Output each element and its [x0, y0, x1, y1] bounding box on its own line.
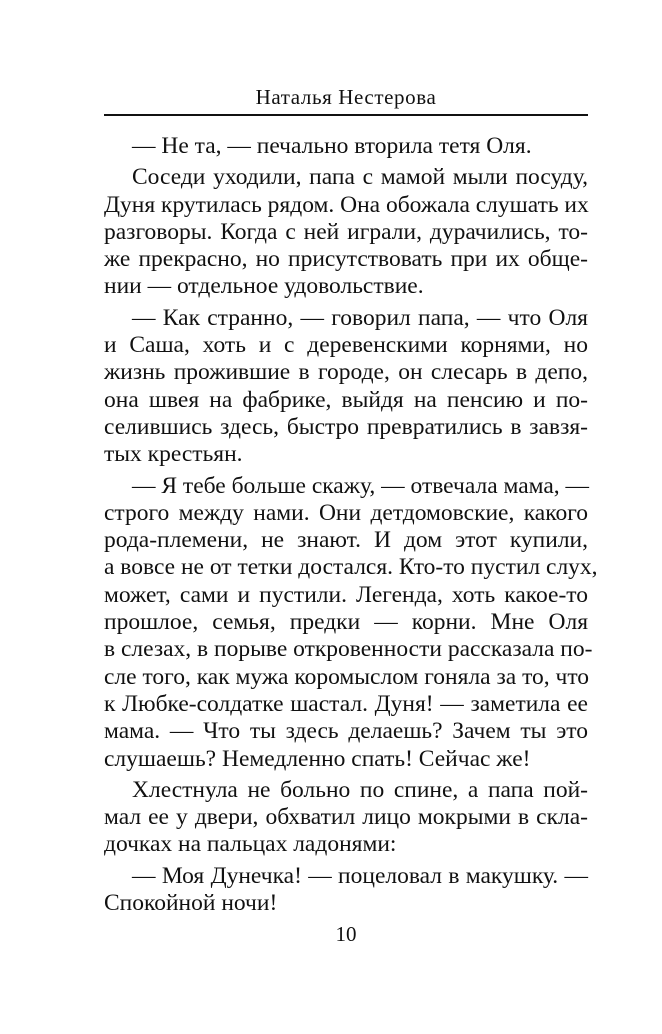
text-line: к Любке-солдатке шастал. Дуня! — заметила ее [104, 690, 588, 717]
text-line: — Не та, — печально вторила тетя Оля. [132, 133, 532, 159]
paragraph [104, 305, 588, 469]
text-line: тых крестьян. [104, 441, 243, 468]
text-line: сле того, как мужа коромыслом гоняла за то, что [104, 663, 590, 690]
text-line: рода-племени, не знают. И дом этот купили, [104, 527, 588, 554]
paragraph [104, 133, 588, 160]
text-line: Соседи уходили, папа с мамой мыли посуду, [132, 164, 588, 191]
header-rule [104, 114, 588, 116]
text-line: Спокойной ночи! [104, 890, 278, 917]
text-line: же прекрасно, но присутствовать при их обще- [104, 246, 588, 273]
paragraph [104, 777, 588, 859]
text-line: прошлое, семья, предки — корни. Мне Оля [104, 609, 588, 636]
text-line: нии — отдельное удовольствие. [104, 273, 424, 300]
paragraph [104, 863, 588, 918]
text-line: мама. — Что ты здесь делаешь? Зачем ты это [104, 718, 588, 745]
text-line: строго между нами. Они детдомовские, какого [104, 499, 588, 526]
text-line: — Я тебе больше скажу, — отвечала мама, — [132, 472, 590, 499]
text-line: она швея на фабрике, выйдя на пенсию и по- [104, 386, 588, 413]
text-line: а вовсе не от тетки достался. Кто-то пустил слух, [104, 554, 598, 581]
text-line: — Моя Дунечка! — поцеловал в макушку. — [132, 862, 588, 889]
page-header: Наталья Нестерова [255, 85, 437, 109]
text-line: и Саша, хоть и с деревенскими корнями, но [104, 332, 588, 359]
text-line: Дуня крутилась рядом. Она обожала слушать их [104, 191, 589, 218]
page-number: 10 [335, 922, 357, 946]
paragraph [104, 164, 588, 300]
text-line: может, сами и пустили. Легенда, хоть какое-то [104, 581, 588, 608]
text-line: мал ее у двери, обхватил лицо мокрыми в скла- [104, 804, 588, 831]
text-line: разговоры. Когда с ней играли, дурачились, то- [104, 218, 588, 245]
text-line: селившись здесь, быстро превратились в завзя- [104, 413, 588, 440]
text-line: слушаешь? Немедленно спать! Сейчас же! [104, 745, 531, 772]
text-line: — Как странно, — говорил папа, — что Оля [132, 304, 588, 331]
page-body [104, 133, 598, 917]
text-line: дочках на пальцах ладонями: [104, 831, 397, 858]
text-line: Хлестнула не больно по спине, а папа пой- [132, 776, 588, 803]
text-line: жизнь прожившие в городе, он слесарь в депо, [104, 359, 588, 386]
text-line: в слезах, в порыве откровенности рассказала по- [104, 636, 593, 663]
paragraph [104, 472, 598, 773]
